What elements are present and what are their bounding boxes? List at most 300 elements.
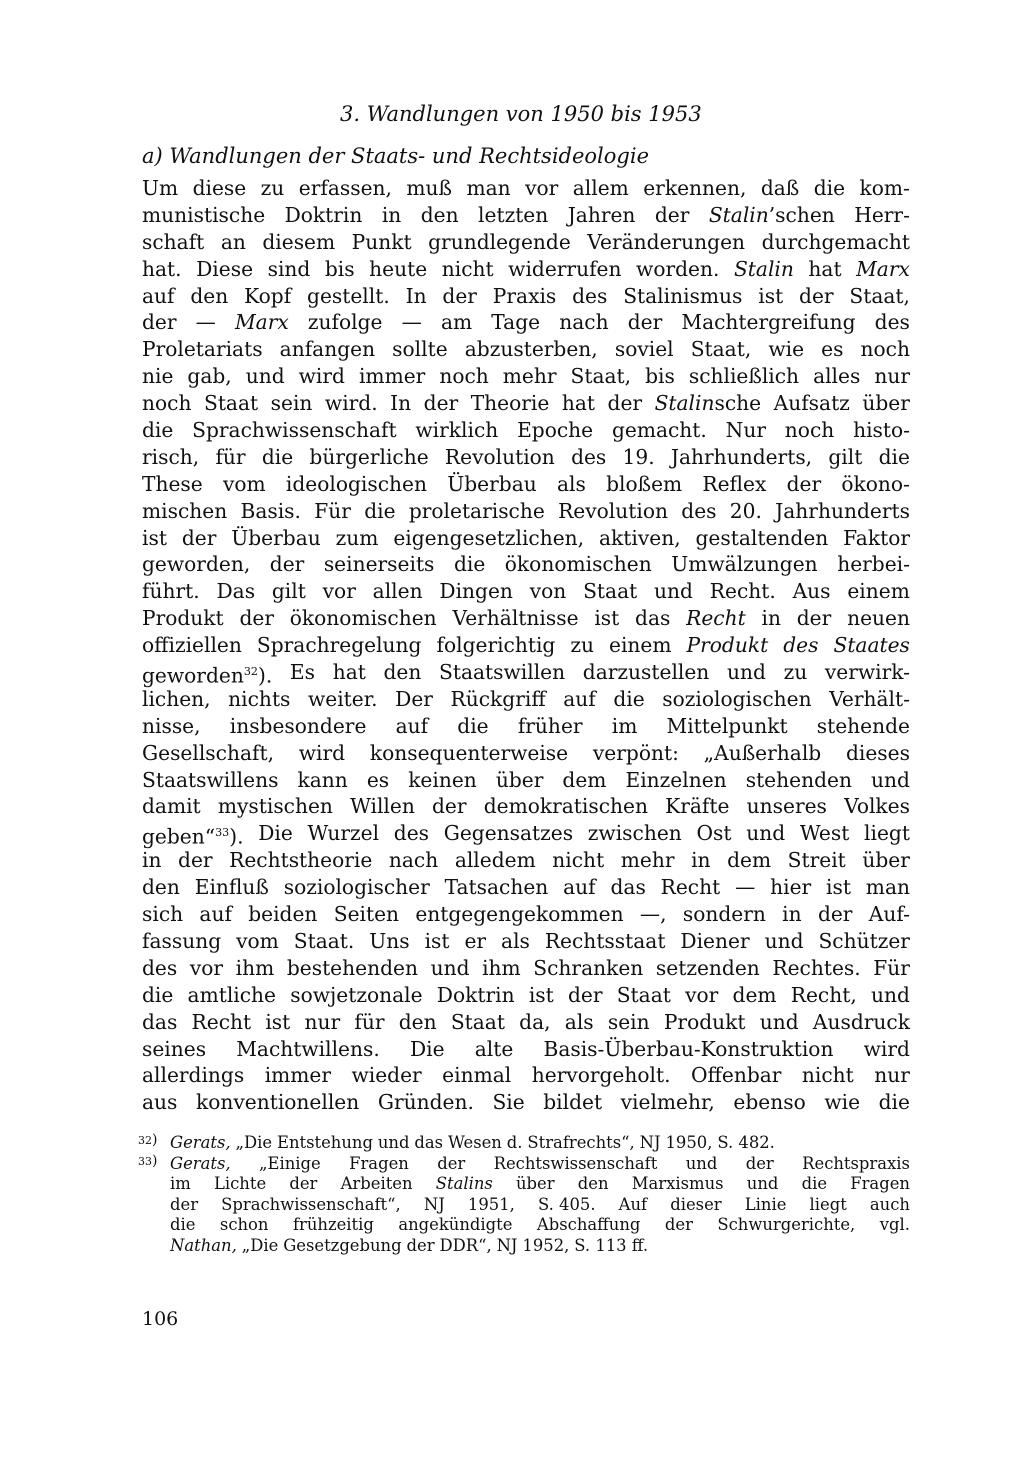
word: die — [364, 498, 396, 523]
word: Strafrechts“, — [527, 1133, 635, 1152]
word: — — [735, 875, 756, 900]
word: sowjetzonale — [290, 982, 423, 1007]
word: Sprachwissenschaft“, — [221, 1194, 401, 1214]
word: Seiten — [333, 902, 400, 927]
word: bloßem — [606, 471, 683, 496]
word: und — [685, 1153, 718, 1173]
word: noch — [439, 364, 489, 389]
page-number: 106 — [142, 1308, 179, 1330]
word: Gründen. — [377, 1090, 474, 1115]
word: Machtwillens. — [236, 1036, 380, 1061]
word: einem — [847, 579, 910, 604]
word: zu — [570, 633, 595, 658]
word: die — [801, 1174, 828, 1193]
word: Sprachwissenschaft — [192, 418, 397, 443]
word: heute — [369, 256, 428, 281]
word: seinerseits — [323, 552, 435, 577]
word: bürgerliche — [309, 444, 429, 469]
word: liegt — [809, 1194, 847, 1214]
text-line — [142, 283, 910, 310]
word: als — [556, 471, 586, 496]
word: Nathan, — [170, 1235, 237, 1255]
word: auf — [142, 283, 175, 308]
text-line — [142, 175, 910, 202]
word: geworden$^{32}$). — [142, 663, 273, 688]
text-line — [142, 767, 910, 794]
word: das — [414, 1133, 444, 1152]
word: in — [691, 848, 711, 873]
word: Aus — [792, 579, 831, 604]
word: Gesetzgebung — [283, 1235, 402, 1255]
text-line — [142, 336, 910, 363]
footnote-line — [170, 1236, 910, 1257]
word: vor — [525, 176, 559, 200]
word: Stalinsche — [654, 391, 762, 416]
word: beiden — [248, 902, 318, 927]
word: des — [571, 444, 607, 469]
word: Staat, — [849, 283, 910, 308]
word: ist — [758, 283, 784, 308]
word: als — [501, 928, 530, 953]
word: Kräfte — [665, 794, 730, 819]
word: wirklich — [415, 418, 499, 443]
word: in — [761, 606, 781, 631]
word: von — [529, 579, 567, 604]
word: Jahrhunderts — [775, 498, 910, 523]
word: Überbau — [231, 525, 321, 550]
word: alles — [813, 364, 861, 389]
word: der — [289, 1174, 318, 1193]
word: stehende — [816, 713, 910, 738]
sub-heading: a) Wandlungen der Staats- und Rechtsideologie — [142, 144, 649, 168]
word: mehr — [502, 364, 557, 389]
word: Einzelnen — [625, 767, 727, 792]
word: Stalinismus — [623, 283, 743, 308]
word: soziologischen — [662, 686, 812, 711]
word: Staat — [583, 579, 638, 604]
word: über — [516, 1174, 555, 1193]
word: Gesellschaft, — [142, 740, 274, 765]
word: den — [190, 283, 229, 308]
text-line — [142, 1089, 910, 1116]
word: zum — [335, 525, 379, 550]
word: Überbau — [447, 471, 537, 496]
word: erfassen, — [298, 176, 392, 200]
word: zu — [783, 660, 808, 685]
word: histo- — [853, 418, 910, 443]
footnote — [138, 1133, 910, 1154]
text-line — [142, 471, 910, 498]
word: man — [466, 176, 511, 200]
word: Marx — [235, 310, 289, 335]
word: wieder — [351, 1063, 422, 1088]
text-line — [142, 1062, 910, 1089]
word: S. 405. — [537, 1194, 596, 1214]
text-line — [142, 202, 910, 229]
word: den — [398, 1009, 437, 1034]
word: Linie — [744, 1194, 787, 1214]
word: Es — [289, 660, 316, 685]
word: 1950, — [665, 1133, 713, 1152]
text-line — [142, 847, 910, 874]
word: Abschaffung — [536, 1215, 641, 1234]
word: Offenbar — [690, 1063, 782, 1088]
word: den — [142, 875, 180, 900]
word: auf — [199, 902, 232, 927]
word: konsequenterweise — [369, 740, 569, 765]
word: Jahrhunderts, — [670, 444, 813, 469]
word: d. — [506, 1133, 523, 1152]
word: der — [178, 848, 213, 873]
word: die — [613, 686, 645, 711]
word: allem — [572, 176, 629, 200]
word: hat. — [142, 256, 182, 281]
word: Die — [409, 1036, 445, 1061]
word: letzten — [478, 202, 549, 227]
word: der — [607, 391, 643, 416]
word: Das — [216, 579, 256, 604]
word: Stalin — [733, 256, 794, 281]
word: schaft — [142, 229, 205, 254]
word: stehenden — [745, 767, 852, 792]
word: —, — [639, 902, 667, 927]
word: — — [195, 310, 216, 335]
word: die — [813, 176, 846, 200]
word: Faktor — [843, 525, 910, 550]
word: der — [796, 606, 832, 631]
section-heading: 3. Wandlungen von 1950 bis 1953 — [340, 102, 702, 126]
word: in — [782, 902, 802, 927]
word: Um — [142, 176, 179, 200]
text-line — [142, 417, 910, 444]
word: der — [423, 391, 459, 416]
word: Veränderungen — [587, 229, 746, 254]
word: der — [442, 283, 477, 308]
word: geworden, — [142, 552, 251, 577]
word: der — [437, 1153, 466, 1173]
word: 1952, — [522, 1235, 570, 1255]
word: die — [453, 552, 486, 577]
word: vom — [236, 928, 279, 953]
word: mischen — [142, 498, 228, 523]
word: NJ — [639, 1133, 661, 1152]
word: S. 113 ff. — [574, 1235, 649, 1255]
word: ideologischen — [285, 471, 427, 496]
word: ökonomischen — [504, 552, 652, 577]
word: und — [764, 928, 804, 953]
word: In — [405, 283, 427, 308]
word: Aufsatz — [773, 391, 850, 416]
text-line — [142, 578, 910, 605]
word: weiter. — [308, 686, 378, 711]
footnote-line — [170, 1154, 910, 1175]
word: Auf- — [868, 902, 910, 927]
footnote-number: 32) — [138, 1132, 158, 1148]
word: „Die — [235, 1133, 273, 1152]
text-line — [142, 793, 910, 820]
word: ist — [265, 1009, 291, 1034]
word: Staates — [833, 633, 910, 658]
word: dem — [727, 848, 772, 873]
word: einmal — [442, 1063, 512, 1088]
word: sein — [270, 391, 313, 416]
word: des — [783, 633, 819, 658]
word: Tage — [491, 310, 541, 335]
word: muß — [406, 176, 453, 200]
footnotes — [138, 1133, 910, 1256]
text-line — [142, 1009, 910, 1036]
word: wie — [768, 337, 805, 362]
word: Wurzel — [307, 821, 380, 846]
word: „Einige — [259, 1153, 321, 1173]
word: Diese — [196, 256, 254, 281]
word: Mittelpunkt — [666, 713, 788, 738]
word: setzenden — [655, 955, 760, 980]
word: auf — [563, 875, 596, 900]
word: NJ — [496, 1235, 518, 1255]
word: Revolution — [444, 444, 555, 469]
word: die — [878, 1090, 910, 1115]
word: ihm — [235, 955, 275, 980]
word: nur — [874, 1063, 910, 1088]
word: und — [746, 821, 786, 846]
word: die — [261, 444, 294, 469]
word: da, — [519, 1009, 551, 1034]
word: der — [627, 310, 663, 335]
word: Gerats, — [170, 1133, 231, 1152]
word: der — [654, 202, 690, 227]
word: immer — [358, 364, 426, 389]
word: Staatswillens — [142, 767, 279, 792]
word: Rechtes. — [772, 955, 861, 980]
word: Für — [873, 955, 910, 980]
word: Kopf — [244, 283, 292, 308]
word: auf — [395, 713, 429, 738]
word: entgegengekommen — [415, 902, 624, 927]
word: NJ — [423, 1194, 445, 1214]
word: folgerichtig — [436, 633, 556, 658]
word: proletarische — [408, 498, 545, 523]
word: dem — [732, 982, 777, 1007]
word: Der — [395, 686, 433, 711]
word: und — [759, 1009, 799, 1034]
word: herbei- — [837, 552, 910, 577]
word: Produkt — [686, 633, 769, 658]
word: schon — [219, 1215, 269, 1234]
word: noch — [142, 391, 192, 416]
word: gilt — [828, 444, 863, 469]
word: über — [862, 391, 910, 416]
word: das — [635, 606, 671, 631]
word: Rechtspraxis — [802, 1153, 910, 1173]
word: mehr — [620, 848, 675, 873]
word: sind — [267, 256, 311, 281]
word: nichts — [228, 686, 291, 711]
word: Revolution — [558, 498, 668, 523]
word: das — [610, 875, 646, 900]
word: Jahren — [567, 202, 636, 227]
word: ist — [826, 875, 851, 900]
word: Nur — [725, 418, 766, 443]
text-line — [142, 820, 910, 850]
word: Fragen — [850, 1174, 910, 1193]
word: geben“$^{33}$). — [142, 825, 244, 850]
word: immer — [264, 1063, 332, 1088]
text-line — [142, 256, 910, 283]
text-line — [142, 309, 910, 336]
word: den — [383, 660, 422, 685]
word: vor — [322, 579, 356, 604]
word: Willen — [350, 794, 415, 819]
word: Die — [258, 821, 293, 846]
word: Staat — [616, 982, 671, 1007]
word: darzustellen — [582, 660, 710, 685]
word: angekündigte — [398, 1215, 513, 1234]
body-paragraph — [142, 175, 910, 1116]
text-line — [142, 713, 910, 740]
word: des — [874, 310, 910, 335]
word: und — [377, 1133, 410, 1152]
word: sondern — [682, 902, 766, 927]
word: es — [366, 767, 390, 792]
word: der — [786, 471, 822, 496]
word: und — [726, 660, 766, 685]
word: keinen — [408, 767, 477, 792]
word: einem — [609, 633, 672, 658]
word: die — [457, 713, 489, 738]
footnote — [138, 1154, 910, 1257]
word: ist — [528, 982, 554, 1007]
word: unseres — [746, 794, 827, 819]
word: in — [142, 848, 162, 873]
word: sein — [607, 1009, 650, 1034]
word: nach — [559, 310, 609, 335]
text-line — [142, 955, 910, 982]
word: 19. — [622, 444, 655, 469]
word: hat — [808, 256, 842, 281]
word: Uns — [369, 928, 410, 953]
word: Staat, — [570, 364, 632, 389]
word: konventionellen — [195, 1090, 360, 1115]
word: des — [142, 955, 178, 980]
word: der — [406, 1235, 435, 1255]
word: ebenso — [733, 1090, 806, 1115]
word: Ausdruck — [812, 1009, 910, 1034]
word: bestehenden — [286, 955, 418, 980]
word: alte — [474, 1036, 514, 1061]
word: Rechtsstaat — [544, 928, 666, 953]
word: vor — [685, 982, 719, 1007]
word: der — [799, 283, 834, 308]
word: Staat — [203, 391, 259, 416]
word: wird. — [324, 391, 378, 416]
word: Produkt — [663, 1009, 746, 1034]
text-line — [142, 686, 910, 713]
text-line — [142, 928, 910, 955]
word: Punkt — [351, 229, 412, 254]
word: Ost — [696, 821, 732, 846]
text-line — [142, 1036, 910, 1063]
word: Umwälzungen — [671, 552, 818, 577]
word: Basis. — [240, 498, 301, 523]
word: neuen — [847, 606, 910, 631]
word: nisse, — [142, 713, 201, 738]
word: hat — [561, 391, 596, 416]
word: Streit — [787, 848, 846, 873]
word: nicht — [801, 1063, 854, 1088]
word: Lichte — [214, 1174, 267, 1193]
word: allen — [372, 579, 423, 604]
word: — — [401, 310, 422, 335]
word: aktiven, — [599, 525, 681, 550]
word: Theorie — [470, 391, 550, 416]
word: DDR“, — [439, 1235, 492, 1255]
word: bildet — [543, 1090, 603, 1115]
word: vielmehr, — [620, 1090, 715, 1115]
word: der — [170, 1194, 199, 1214]
text-line — [142, 659, 910, 686]
word: allerdings — [142, 1063, 245, 1088]
word: Gerats, — [170, 1153, 231, 1173]
word: man — [865, 875, 910, 900]
word: lichen, — [142, 686, 211, 711]
word: Recht — [686, 606, 746, 631]
word: Stalin’schen — [708, 202, 835, 227]
word: ist — [594, 606, 620, 631]
word: offiziellen — [142, 633, 242, 658]
word: dem — [562, 767, 607, 792]
word: der — [567, 982, 603, 1007]
word: des — [572, 283, 608, 308]
footnote-line — [170, 1174, 910, 1195]
word: vgl. — [879, 1215, 910, 1234]
word: fassung — [142, 928, 222, 953]
word: über — [495, 767, 544, 792]
footnote-line — [170, 1195, 910, 1216]
word: gab, — [187, 364, 232, 389]
word: das — [142, 1009, 178, 1034]
word: als — [564, 1009, 594, 1034]
word: Recht, — [790, 982, 857, 1007]
word: gemacht. — [611, 418, 707, 443]
word: „Außerhalb — [703, 740, 822, 765]
word: es — [821, 337, 844, 362]
word: die — [142, 982, 174, 1007]
word: am — [440, 310, 473, 335]
word: führt. — [142, 579, 200, 604]
word: der — [432, 794, 467, 819]
word: amtliche — [187, 982, 277, 1007]
word: frühzeitig — [292, 1215, 374, 1234]
word: der — [745, 1153, 774, 1173]
word: und — [746, 1174, 779, 1193]
word: Doktrin — [284, 202, 363, 227]
word: Staat. — [293, 928, 355, 953]
text-line — [142, 390, 910, 417]
text-line — [142, 605, 910, 632]
word: Doktrin — [436, 982, 515, 1007]
word: die — [170, 1215, 196, 1234]
text-line — [142, 498, 910, 525]
word: Stalins — [435, 1174, 493, 1193]
text-line — [142, 901, 910, 928]
word: Epoche — [517, 418, 594, 443]
word: Entstehung — [277, 1133, 373, 1152]
word: sich — [142, 902, 184, 927]
word: auf — [563, 686, 596, 711]
word: eigengesetzlichen, — [393, 525, 585, 550]
word: ist — [142, 525, 167, 550]
